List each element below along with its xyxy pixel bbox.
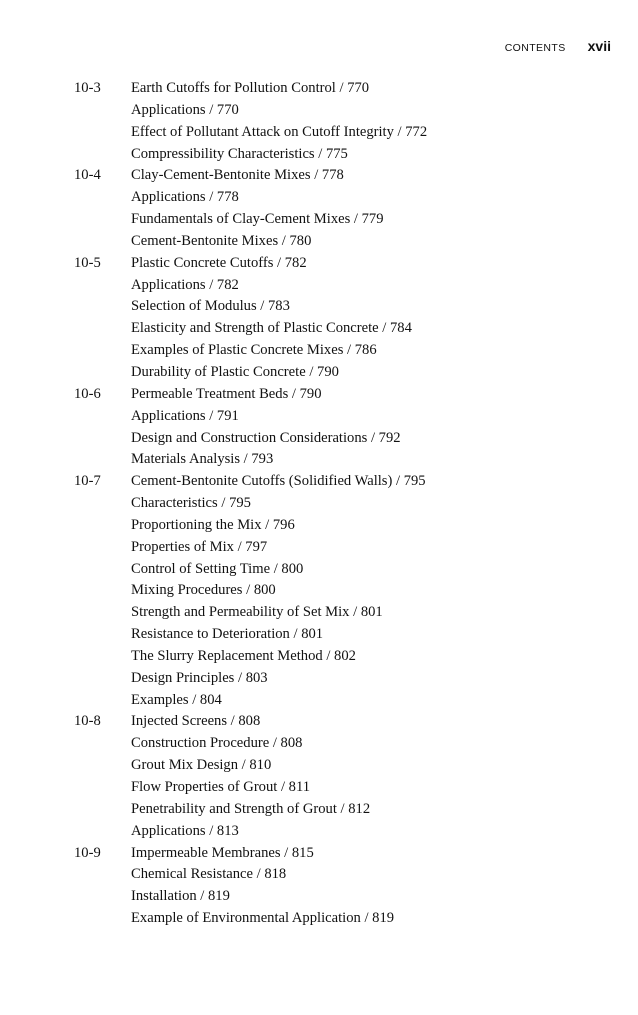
toc-entry <box>0 711 638 733</box>
subsection-title: Example of Environmental Application / 819 <box>131 910 395 927</box>
subsection-title: Applications / 782 <box>131 276 239 293</box>
toc-entry <box>0 318 638 340</box>
subsection-title: Applications / 770 <box>131 101 239 118</box>
toc-entry <box>0 362 638 384</box>
toc-entry <box>0 755 638 777</box>
toc-entry <box>0 471 638 493</box>
toc-entry <box>0 100 638 122</box>
section-number: 10-3 <box>74 80 101 96</box>
subsection-title: Applications / 778 <box>131 189 239 206</box>
section-number: 10-4 <box>74 167 101 184</box>
toc-entry <box>0 602 638 624</box>
toc-entry <box>0 384 638 406</box>
subsection-title: Applications / 791 <box>131 407 239 424</box>
toc-entry <box>0 231 638 253</box>
toc-entry <box>0 777 638 799</box>
toc-entry <box>0 580 638 602</box>
subsection-title: Resistance to Deterioration / 801 <box>131 626 324 643</box>
subsection-title: Fundamentals of Clay-Cement Mixes / 779 <box>131 211 384 228</box>
toc-entry <box>0 296 638 318</box>
toc-entry <box>0 886 638 908</box>
subsection-title: Grout Mix Design / 810 <box>131 757 272 774</box>
subsection-title: Durability of Plastic Concrete / 790 <box>131 363 339 380</box>
toc-entry <box>0 537 638 559</box>
subsection-title: Applications / 813 <box>131 822 239 839</box>
toc-entry <box>0 821 638 843</box>
toc-entry <box>0 340 638 362</box>
toc-entry <box>0 144 638 166</box>
subsection-title: Mixing Procedures / 800 <box>131 582 276 599</box>
toc-entry <box>0 428 638 450</box>
subsection-title: Construction Procedure / 808 <box>131 735 303 752</box>
toc-entry <box>0 864 638 886</box>
toc-entry <box>0 165 638 187</box>
toc-entry <box>0 843 638 865</box>
subsection-title: Characteristics / 795 <box>131 495 251 512</box>
subsection-title: Strength and Permeability of Set Mix / 801 <box>131 604 383 621</box>
toc-entry <box>0 908 638 930</box>
table-of-contents <box>0 78 638 930</box>
toc-entry <box>0 122 638 144</box>
section-number: 10-9 <box>74 844 101 861</box>
section-number: 10-7 <box>74 473 101 490</box>
subsection-title: Design and Construction Considerations / 792 <box>131 429 401 446</box>
section-number: 10-6 <box>74 385 101 402</box>
page-number: xvii <box>587 38 611 54</box>
subsection-title: Effect of Pollutant Attack on Cutoff Integrity / 772 <box>131 123 428 140</box>
toc-entry <box>0 209 638 231</box>
toc-entry <box>0 78 638 100</box>
running-header-title: CONTENTS <box>504 42 566 54</box>
toc-entry <box>0 559 638 581</box>
section-title: Permeable Treatment Beds / 790 <box>131 385 322 402</box>
section-title: Cement-Bentonite Cutoffs (Solidified Walls) / 795 <box>131 473 426 490</box>
section-number: 10-8 <box>74 713 101 730</box>
toc-entry <box>0 187 638 209</box>
toc-entry <box>0 406 638 428</box>
subsection-title: Installation / 819 <box>131 888 230 905</box>
subsection-title: Examples / 804 <box>131 691 222 708</box>
toc-entry <box>0 668 638 690</box>
section-title: Earth Cutoffs for Pollution Control / 770 <box>131 80 370 96</box>
section-title: Clay-Cement-Bentonite Mixes / 778 <box>131 167 344 184</box>
toc-entry <box>0 624 638 646</box>
toc-entry <box>0 275 638 297</box>
section-title: Plastic Concrete Cutoffs / 782 <box>131 254 307 271</box>
subsection-title: Properties of Mix / 797 <box>131 538 268 555</box>
subsection-title: Cement-Bentonite Mixes / 780 <box>131 232 312 249</box>
subsection-title: Flow Properties of Grout / 811 <box>131 779 311 795</box>
subsection-title: Chemical Resistance / 818 <box>131 866 287 883</box>
toc-entry <box>0 253 638 275</box>
section-title: Injected Screens / 808 <box>131 713 261 730</box>
toc-entry <box>0 515 638 537</box>
toc-entry <box>0 690 638 712</box>
toc-entry <box>0 799 638 821</box>
section-title: Impermeable Membranes / 815 <box>131 844 314 861</box>
subsection-title: The Slurry Replacement Method / 802 <box>131 647 356 664</box>
running-header <box>505 38 611 54</box>
subsection-title: Control of Setting Time / 800 <box>131 560 304 577</box>
toc-entry <box>0 733 638 755</box>
subsection-title: Selection of Modulus / 783 <box>131 298 290 315</box>
toc-entry <box>0 449 638 471</box>
subsection-title: Compressibility Characteristics / 775 <box>131 145 348 162</box>
toc-entry <box>0 493 638 515</box>
subsection-title: Materials Analysis / 793 <box>131 451 274 468</box>
toc-entry <box>0 646 638 668</box>
subsection-title: Examples of Plastic Concrete Mixes / 786 <box>131 342 377 359</box>
section-number: 10-5 <box>74 254 101 271</box>
subsection-title: Penetrability and Strength of Grout / 812 <box>131 800 371 817</box>
subsection-title: Design Principles / 803 <box>131 669 268 686</box>
subsection-title: Elasticity and Strength of Plastic Concrete / 784 <box>131 320 412 337</box>
subsection-title: Proportioning the Mix / 796 <box>131 516 295 533</box>
